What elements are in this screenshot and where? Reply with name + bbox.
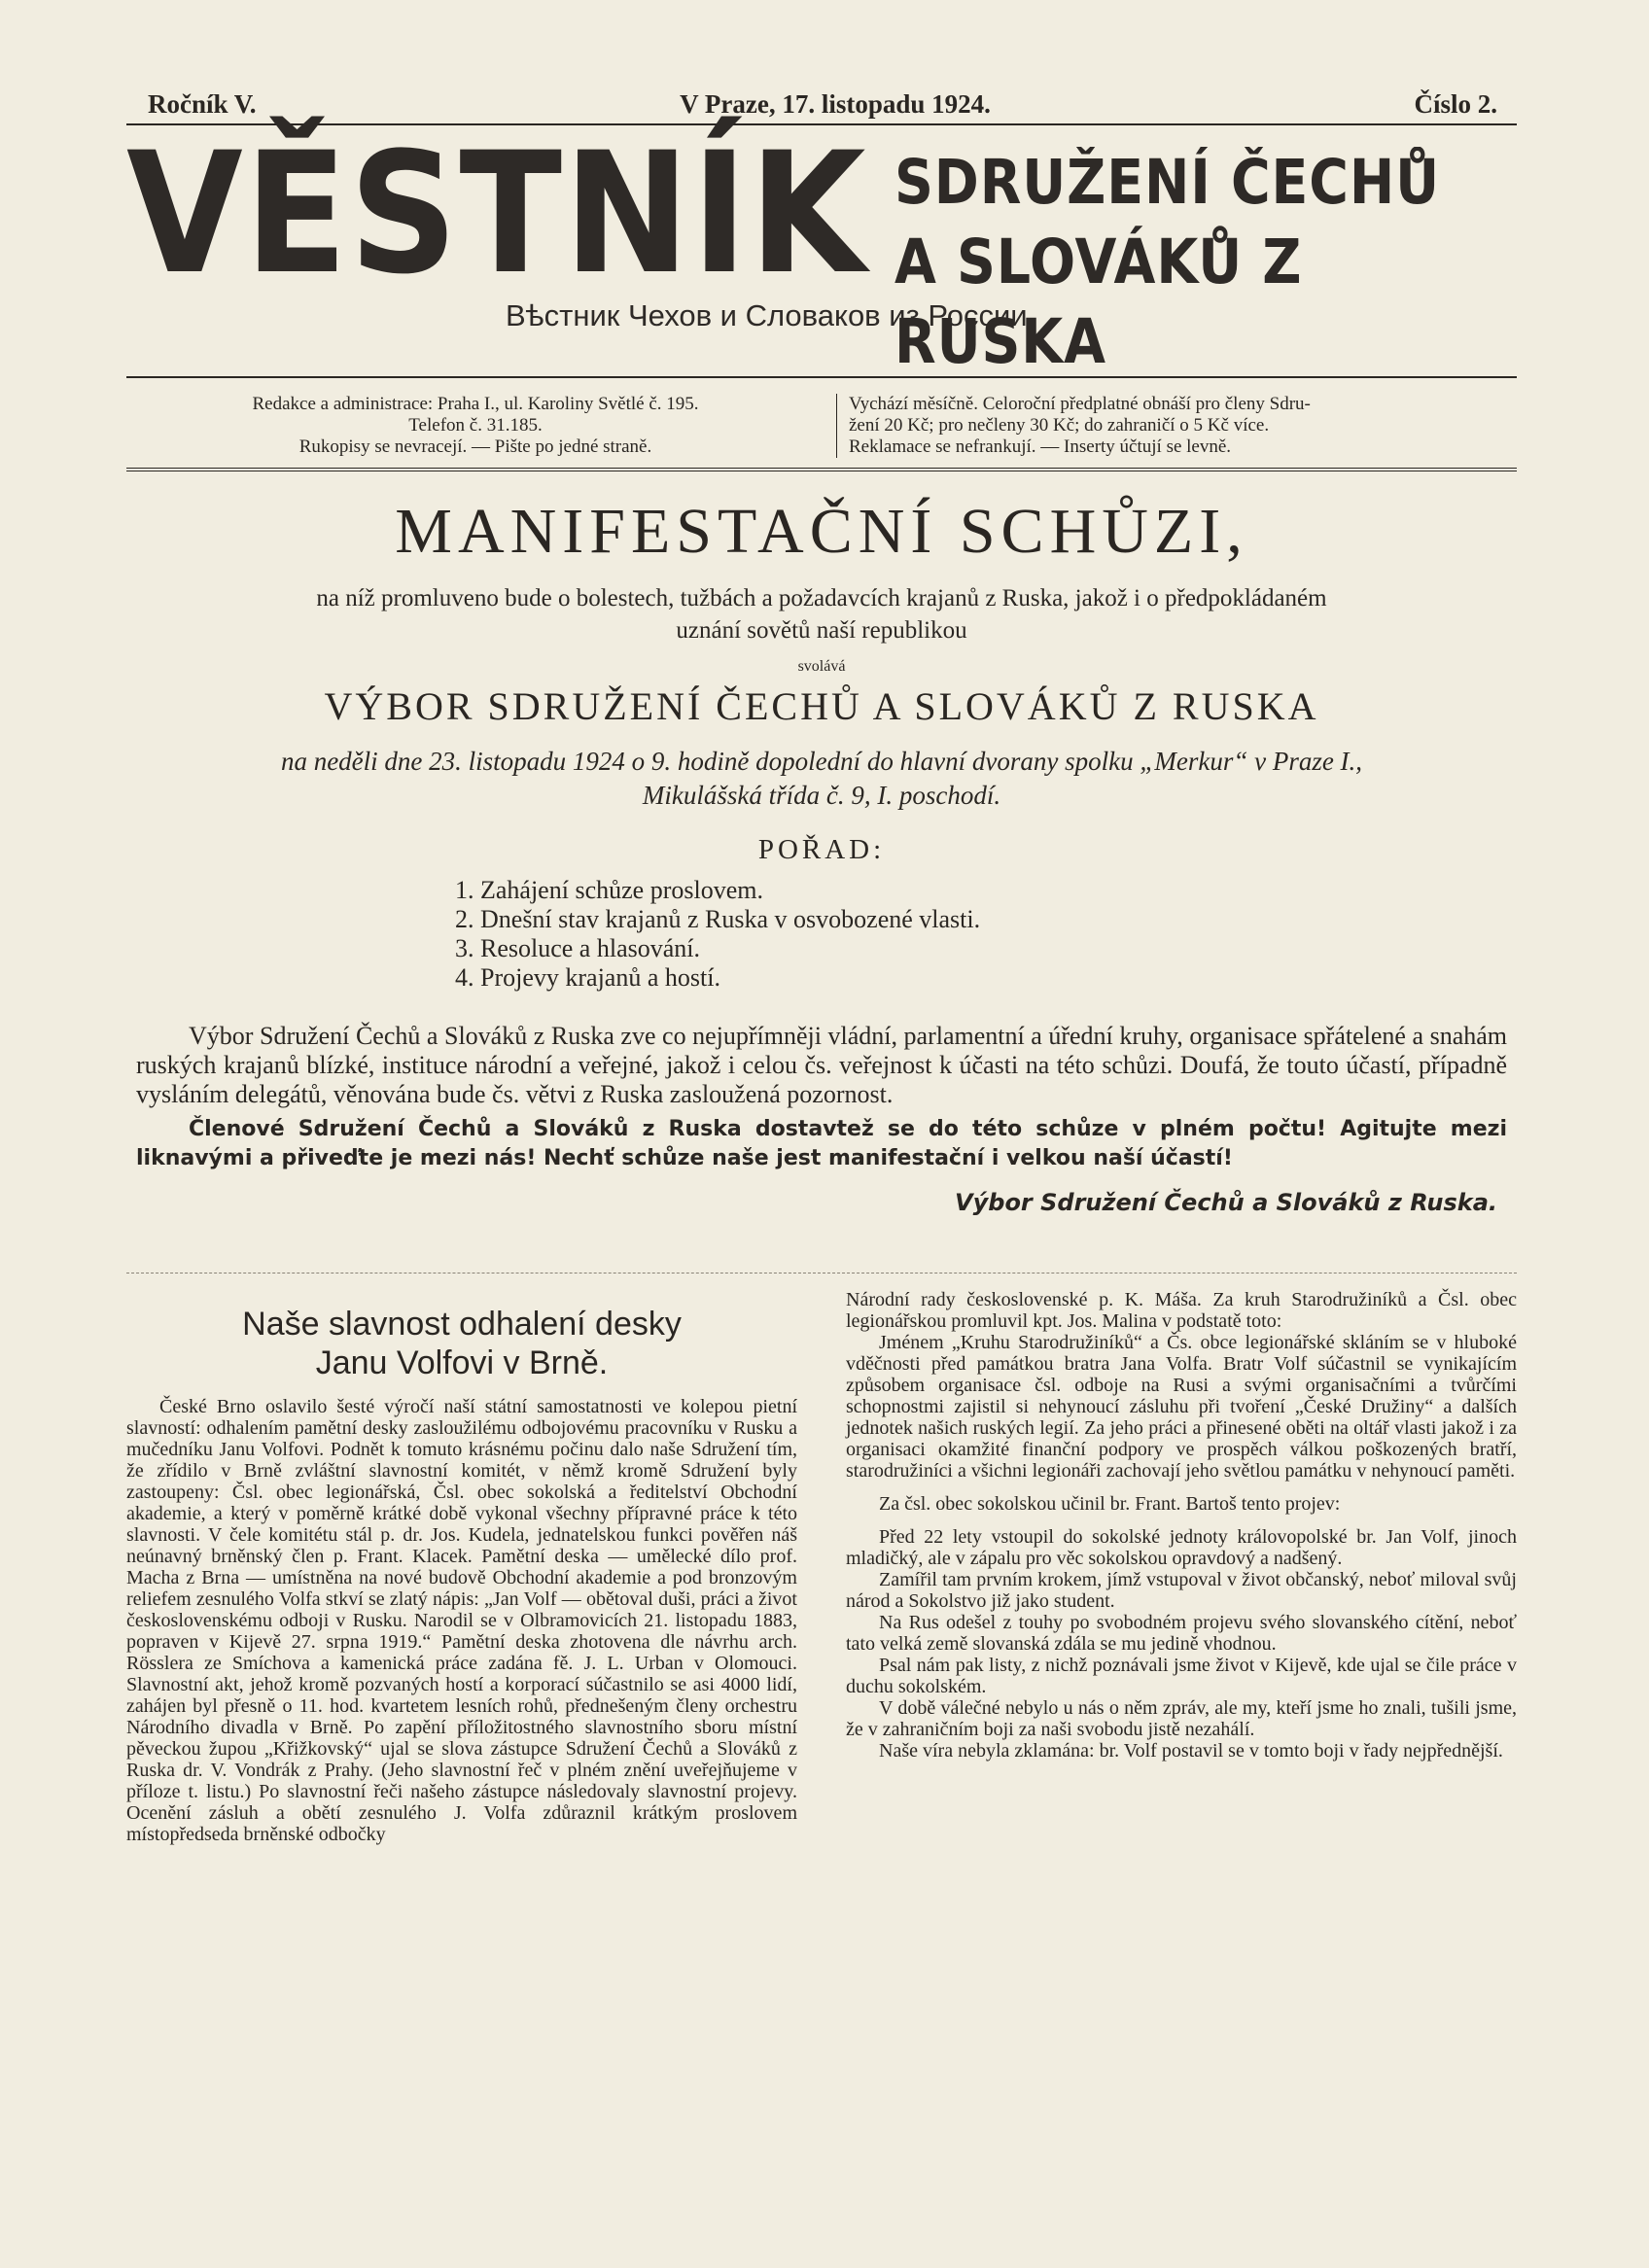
- issue-number: Číslo 2.: [1414, 89, 1497, 119]
- meeting-address: Mikulášská třída č. 9, I. poschodí.: [642, 781, 1001, 810]
- meeting-details: [126, 745, 1517, 813]
- article-paragraph: Jménem „Kruhu Starodružiníků“ a Čs. obce legionářské skláním se v hluboké vděčnosti před památkou bratra Jana Volfa. Bratr Volf súčastnil se vynikajícím způsobem organisace čsl. odboje na Rusi a svými organisačními a tvůrčími schopnostmi zajistil si nehynoucí zásluhu při tvoření „České Družiny“ a dalších jednotek našich ruských legií. Za jeho práci a přinesené oběti na oltář vlasti jakož i za organisaci okamžité finanční podpory ve prospěch válkou poškozených bratří, starodružiníci a všichni legionáři zachovají jeho světlou památku v nehynoucí paměti.: [846, 1332, 1517, 1482]
- article-paragraph: Před 22 lety vstoupil do sokolské jednoty královopolské br. Jan Volf, jinoch mladičký, ale v zápalu pro věc sokolskou opravdový a nadšený.: [846, 1526, 1517, 1569]
- article-title: [126, 1305, 797, 1382]
- announcement-headline: MANIFESTAČNÍ SCHŮZI,: [395, 496, 1248, 567]
- info-block: [126, 378, 1517, 468]
- editorial-phone: Telefon č. 31.185.: [408, 415, 543, 436]
- article-paragraph: Na Rus odešel z touhy po svobodném projevu svého slovanského cítění, neboť tato velká země slovanská zdála se mu jedině vhodnou.: [846, 1612, 1517, 1655]
- agenda-item: 2. Dnešní stav krajanů z Ruska v osvobozené vlasti.: [455, 905, 981, 933]
- subscription-line-1: Vychází měsíčně. Celoroční předplatné obnáší pro členy Sdru-: [849, 394, 1311, 414]
- members-call-paragraph: Členové Sdružení Čechů a Slováků z Ruska dostavtež se do této schůze v plném počtu! Agitujte mezi liknavými a přiveďte je mezi nás! Nechť schůze naše jest manifestační i velkou naší účastí!: [136, 1117, 1507, 1170]
- invitation-paragraph: Výbor Sdružení Čechů a Slováků z Ruska zve co nejupřímněji vládní, parlamentní a úřední kruhy, organisace spřátelené a snahám ruských krajanů blízké, instituce národní a veřejné, jakož i celou čs. veřejnost k účasti na této schůzi. Doufá, že touto účastí, případně vysláním delegátů, věnována bude čs. větvi z Ruska zasloužená pozornost.: [136, 1022, 1507, 1108]
- committee-name: VÝBOR SDRUŽENÍ ČECHŮ A SLOVÁKŮ Z RUSKA: [324, 684, 1319, 728]
- issue-date: V Praze, 17. listopadu 1924.: [680, 89, 991, 119]
- article-paragraph: Za čsl. obec sokolskou učinil br. Frant. Bartoš tento projev:: [879, 1493, 1341, 1515]
- article-paragraph: České Brno oslavilo šesté výročí naší státní samostatnosti ve kolepou pietní slavností: odhalením pamětní desky zasloužilému odbojovému pracovníku v Rusku a mučedníku Janu Volfovi. Podnět k tomuto krásnému počinu dalo naše Sdružení tím, že zřídilo v Brně zvláštní slavnostní komitét, v němž kromě Sdružení byly zastoupeny: Čsl. obec legionářská, Čsl. obec sokolská a ředitelství Obchodní akademie, a který v poměrně krátké době vykonal všechny přípravné práce k této slavnosti. V čele komitétu stál p. dr. Jos. Kudela, jednatelskou funkci pověřen náš neúnavný brněnský člen p. Frant. Klacek. Pamětní deska — umělecké dílo prof. Macha z Brna — umístněna na nové budově Obchodní akademie a pod bronzovým reliefem zesnulého Volfa stkví se zlatý nápis: „Jan Volf — obětoval duši, práci a život československému odboji v Rusku. Narodil se v Olbramovicích 21. listopadu 1883, popraven v Kijevě 27. srpna 1919.“ Pamětní deska zhotovena dle návrhu arch. Rösslera ze Smíchova a kamenická práce zadána fě. J. L. Urban v Olomouci. Slavnostní akt, jehož kromě pozvaných hostí a korporací súčastnilo se asi 4000 lidí, zahájen byl přesně o 11. hod. kvartetem lesních rohů, přednešeným členy orchestru Národního divadla v Brně. Po zapění příložitostného slavnostního sboru místní pěveckou župou „Křižkovský“ ujal se slova zástupce Sdružení Čechů a Slováků z Ruska dr. V. Vondrák z Prahy. (Jeho slavnostní řeč v plném znění uveřejňujeme v příloze t. listu.) Po slavnostní řeči našeho zástupce následovaly slavnostní projevy. Ocenění zásluh a obětí zesnulého J. Volfa zdůraznil krátkým proslovem místopředseda brněnské odbočky: [126, 1396, 797, 1845]
- subscription-info: [849, 394, 1517, 458]
- meeting-date-place: na neděli dne 23. listopadu 1924 o 9. hodině dopolední do hlavní dvorany spolku „Merkur“ v Praze I.,: [280, 747, 1363, 776]
- article-paragraph: V době válečné nebylo u nás o něm zpráv, ale my, kteří jsme ho znali, tušili jsme, že v zahraničním boji za naši svobodu jistě nezahálí.: [846, 1697, 1517, 1740]
- agenda-list: [455, 876, 1517, 993]
- masthead: [126, 116, 1517, 377]
- subscription-line-2: žení 20 Kč; pro nečleny 30 Kč; do zahraničí o 5 Kč více.: [849, 415, 1270, 436]
- article-title-line-1: Naše slavnost odhalení desky: [242, 1306, 682, 1343]
- newspaper-page: [126, 89, 1517, 1845]
- section-divider: [126, 1273, 1517, 1274]
- committee-signature: Výbor Sdružení Čechů a Slováků z Ruska.: [955, 1189, 1497, 1216]
- agenda-item: 1. Zahájení schůze proslovem.: [455, 876, 763, 904]
- masthead-title: VĚSTNÍK: [126, 116, 868, 311]
- info-separator: [836, 394, 837, 458]
- editorial-note: Rukopisy se nevracejí. — Pište po jedné straně.: [298, 436, 652, 457]
- masthead-organization: [895, 143, 1442, 382]
- masthead-subtitle-russian: Вѣстник Чехов и Словаков из России.: [506, 298, 1036, 332]
- info-bottom-rule: [126, 468, 1517, 471]
- article-columns: [126, 1289, 1517, 1845]
- article-right-column: [846, 1289, 1517, 1845]
- masthead-org-line-2: A SLOVÁKŮ Z RUSKA: [895, 227, 1303, 377]
- editorial-info: [126, 394, 824, 458]
- editorial-address: Redakce a administrace: Praha I., ul. Karoliny Světlé č. 195.: [252, 394, 699, 414]
- announcement-body: [126, 1022, 1517, 1173]
- convenes-label: svolává: [797, 658, 846, 675]
- announcement-subtitle-line-1: na níž promluveno bude o bolestech, tužbách a požadavcích krajanů z Ruska, jakož i o předpokládaném: [316, 585, 1327, 611]
- masthead-org-line-1: SDRUŽENÍ ČECHŮ: [895, 147, 1441, 218]
- agenda-item: 3. Resoluce a hlasování.: [455, 934, 700, 962]
- subscription-line-3: Reklamace se nefrankují. — Inserty účtují se levně.: [849, 436, 1232, 457]
- announcement-subtitle-line-2: uznání sovětů naší republikou: [676, 617, 967, 644]
- volume-label: Ročník V.: [148, 89, 257, 119]
- article-paragraph: Zamířil tam prvním krokem, jímž vstupoval v život občanský, neboť miloval svůj národ a Sokolstvo již jako student.: [846, 1569, 1517, 1612]
- article-paragraph: Naše víra nebyla zklamána: br. Volf postavil se v tomto boji v řady nejpřednější.: [879, 1740, 1503, 1762]
- article-title-line-2: Janu Volfovi v Brně.: [315, 1344, 609, 1381]
- announcement-subtitle: [126, 582, 1517, 646]
- article-paragraph: Psal nám pak listy, z nichž poznávali jsme život v Kijevě, kde ujal se čile práce v duchu sokolském.: [846, 1655, 1517, 1697]
- article-paragraph: Národní rady československé p. K. Máša. Za kruh Starodružiníků a Čsl. obec legionářskou promluvil kpt. Jos. Malina v podstatě toto:: [846, 1289, 1517, 1332]
- agenda-heading: POŘAD:: [757, 834, 886, 865]
- agenda-item: 4. Projevy krajanů a hostí.: [455, 963, 720, 992]
- article-left-column: [126, 1289, 797, 1845]
